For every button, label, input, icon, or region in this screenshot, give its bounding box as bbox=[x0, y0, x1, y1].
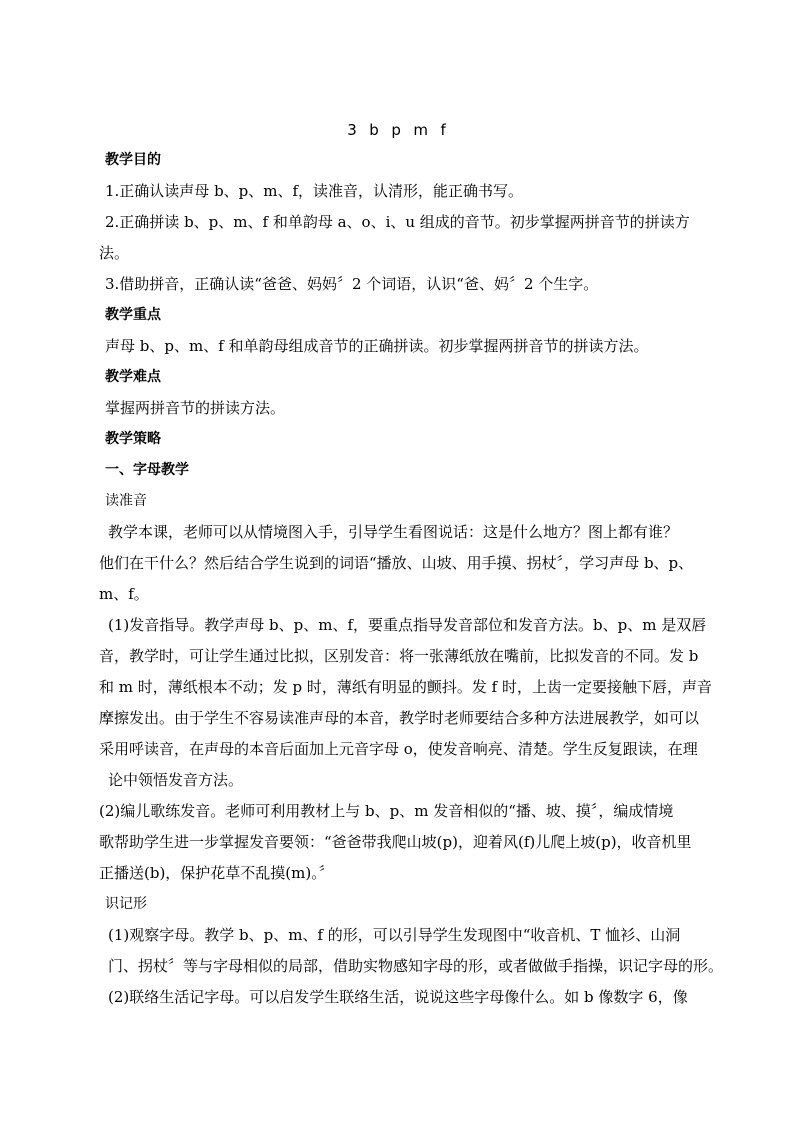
lesson-title: 3 b p m f bbox=[347, 121, 447, 139]
paragraph-line: 正播送(b)，保护花草不乱摸(m)。〞 bbox=[99, 864, 334, 882]
section-heading: 教学难点 bbox=[105, 369, 161, 385]
subsection-heading: 识记形 bbox=[105, 896, 147, 912]
paragraph-line: (2)编儿歌练发音。老师可利用教材上与 b、p、m 发音相似的“播、坡、摸〞，编成情境 bbox=[99, 802, 674, 820]
section-heading: 教学目的 bbox=[105, 152, 161, 168]
paragraph-line: m、f。 bbox=[99, 585, 149, 603]
paragraph-line: 门、拐杖〞等与字母相似的局部，借助实物感知字母的形，或者做做手指操，识记字母的形。 bbox=[108, 957, 724, 975]
paragraph-line: (1)发音指导。教学声母 b、p、m、f，要重点指导发音部位和发音方法。b、p、m 是双唇 bbox=[108, 616, 707, 634]
paragraph-line: 教学本课，老师可以从情境图入手，引导学生看图说话：这是什么地方？图上都有谁？ bbox=[108, 523, 679, 541]
paragraph-line: 法。 bbox=[99, 244, 130, 262]
lesson-content bbox=[99, 150, 724, 1018]
paragraph-line: 他们在干什么？然后结合学生说到的词语“播放、山坡、用手摸、拐杖〞，学习声母 b、p、 bbox=[99, 554, 694, 572]
section-heading: 教学重点 bbox=[105, 307, 161, 323]
paragraph-line: 3.借助拼音，正确认读“爸爸、妈妈〞2 个词语，认识“爸、妈〞2 个生字。 bbox=[105, 275, 599, 293]
paragraph-line: 1.正确认读声母 b、p、m、f，读准音，认清形，能正确书写。 bbox=[105, 182, 524, 200]
paragraph-line: (1)观察字母。教学 b、p、m、f 的形，可以引导学生发现图中“收音机、T 恤衫、山洞 bbox=[108, 926, 681, 944]
paragraph-line: 歌帮助学生进一步掌握发音要领：“爸爸带我爬山坡(p)，迎着风(f)儿爬上坡(p)，收音机里 bbox=[99, 833, 692, 851]
section-heading: 一、字母教学 bbox=[105, 462, 189, 478]
section-heading: 教学策略 bbox=[105, 431, 161, 447]
subsection-heading: 读准音 bbox=[105, 493, 147, 509]
paragraph-line: 声母 b、p、m、f 和单韵母组成音节的正确拼读。初步掌握两拼音节的拼读方法。 bbox=[105, 337, 649, 355]
paragraph-line: 和 m 时，薄纸根本不动；发 p 时，薄纸有明显的颤抖。发 f 时，上齿一定要接触下唇，声音 bbox=[99, 678, 712, 696]
paragraph-line: 掌握两拼音节的拼读方法。 bbox=[105, 399, 286, 417]
paragraph-line: 采用呼读音，在声母的本音后面加上元音字母 o，使发音响亮、清楚。学生反复跟读，在理 bbox=[99, 740, 698, 758]
paragraph-line: 摩擦发出。由于学生不容易读准声母的本音，教学时老师要结合多种方法进展教学，如可以 bbox=[99, 709, 700, 727]
paragraph-line: 论中领悟发音方法。 bbox=[108, 771, 244, 789]
paragraph-line: (2)联络生活记字母。可以启发学生联络生活，说说这些字母像什么。如 b 像数字 6，像 bbox=[108, 988, 688, 1006]
paragraph-line: 音，教学时，可让学生通过比拟，区别发音：将一张薄纸放在嘴前，比拟发音的不同。发 b bbox=[99, 647, 699, 665]
paragraph-line: 2.正确拼读 b、p、m、f 和单韵母 a、o、i、u 组成的音节。初步掌握两拼音节的拼读方 bbox=[105, 213, 690, 231]
